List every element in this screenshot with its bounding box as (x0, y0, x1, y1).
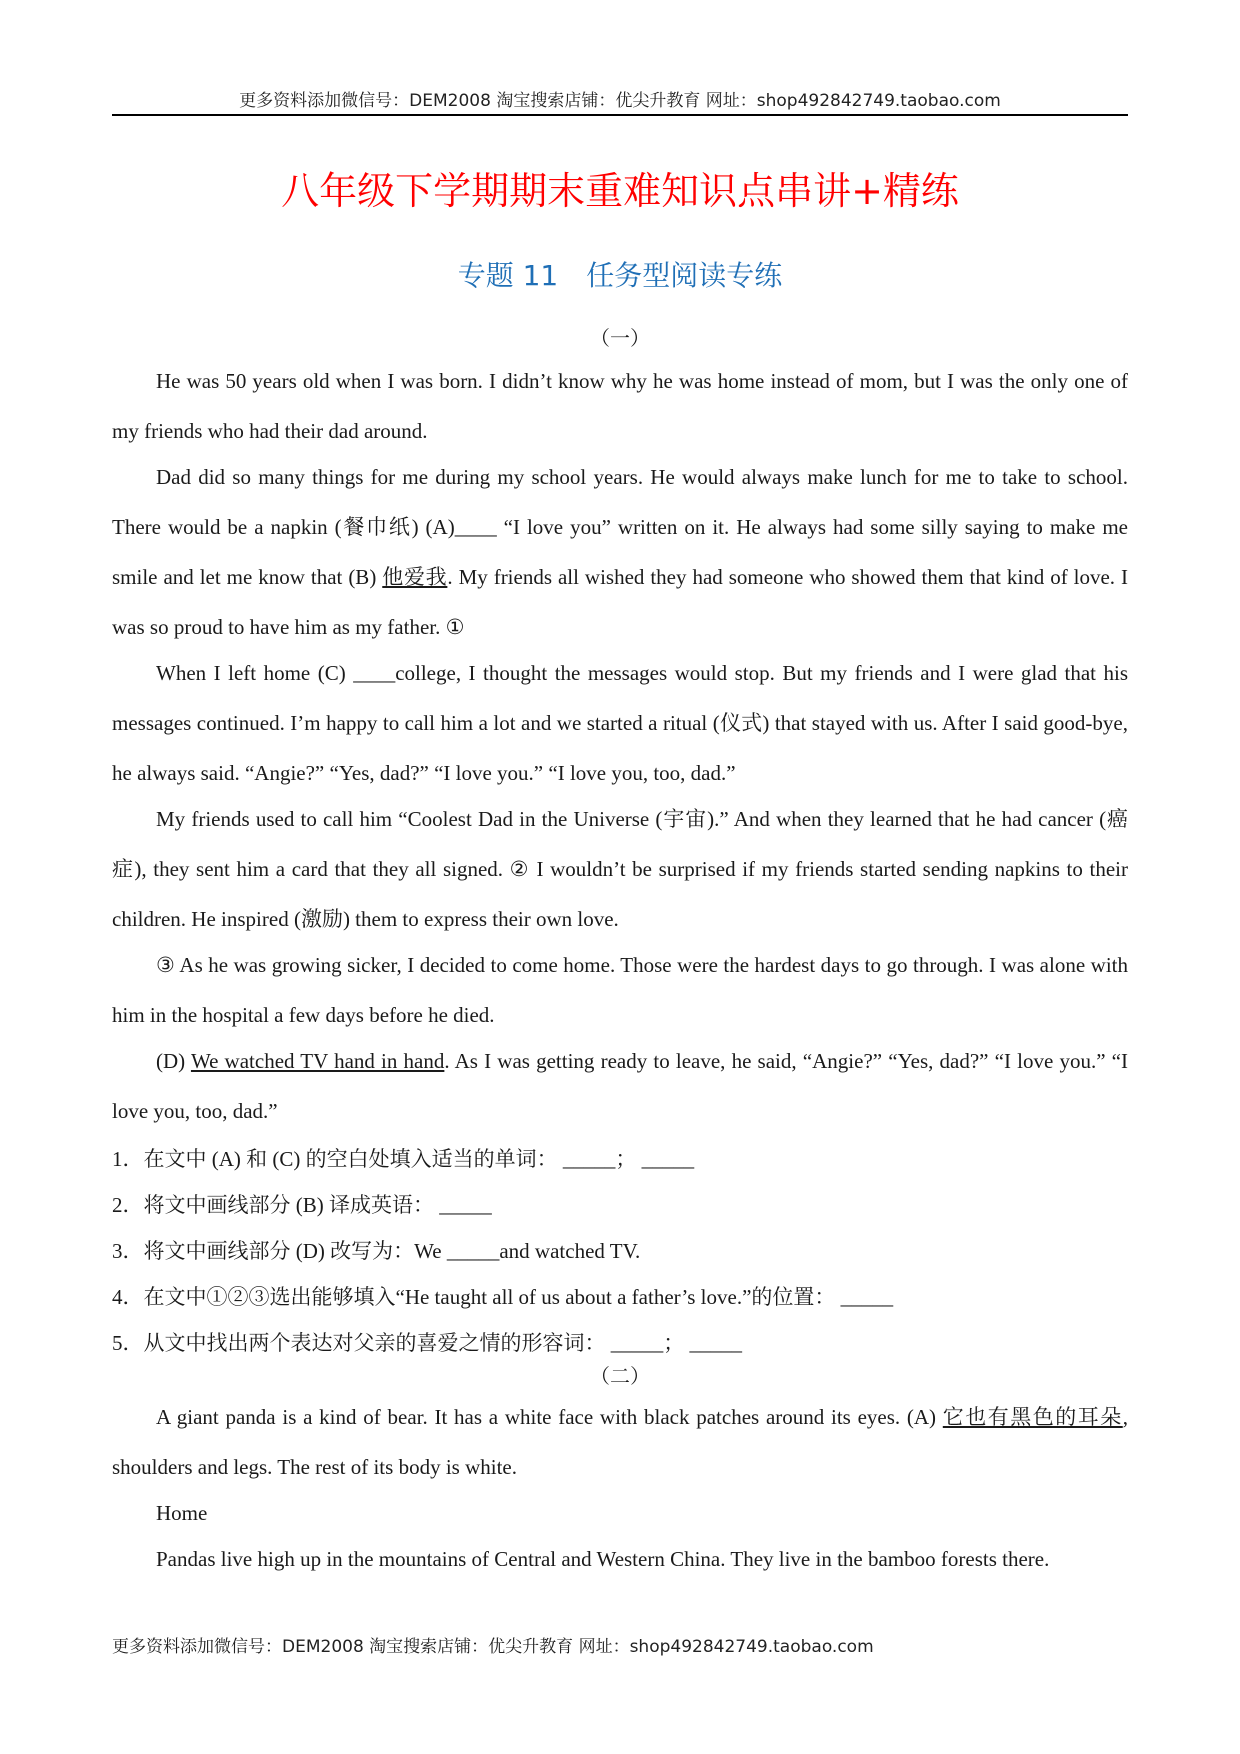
subtitle-number: 专题 11 (457, 259, 559, 292)
question-item: 2．将文中画线部分 (B) 译成英语： _____ (112, 1193, 492, 1217)
paragraph (112, 794, 1128, 944)
question-item: 3．将文中画线部分 (D) 改写为：We _____and watched TV. (112, 1239, 641, 1263)
underlined-phrase-b: 他爱我 (382, 565, 448, 589)
paragraph-text: . As I was getting ready to leave, he said, “Angie?” “Yes, dad?” “I love you.” “I love you, too, dad.” (112, 1049, 1128, 1123)
section-label-1: （一） (590, 328, 650, 350)
document-title: 八年级下学期期末重难知识点串讲+精练 (281, 169, 959, 213)
document-subtitle (0, 254, 1240, 294)
paragraph-text: . My friends all wished they had someone who showed them that kind of love. I was so proud to have him as my father. ① (112, 565, 1128, 639)
question-item: 1．在文中 (A) 和 (C) 的空白处填入适当的单词： _____； _____ (112, 1147, 695, 1171)
paragraph-text: A giant panda is a kind of bear. It has a white face with black patches around its eyes. (A) (156, 1405, 943, 1429)
paragraph-text: When I left home (C) ____college, I thought the messages would stop. But my friends and I were glad that his messages continued. I’m happy to call him a lot and we started a ritual (仪式) that stayed with us. After I said good-bye, he always said. “Angie?” “Yes, dad?” “I love you.” “I love you, too, dad.” (112, 661, 1128, 785)
page-footer: 更多资料添加微信号：DEM2008 淘宝搜索店铺：优尖升教育 网址：shop492842749.taobao.com (112, 1637, 874, 1657)
paragraph-text: Dad did so many things for me during my school years. He would always make lunch for me to take to school. There would be a napkin (餐巾纸) (A)____ “I love you” written on it. He always had some silly saying to make me smile and let me know that (B) (112, 465, 1128, 589)
question-item: 4．在文中①②③选出能够填入“He taught all of us about a father’s love.”的位置： _____ (112, 1285, 894, 1309)
paragraph (112, 1534, 1128, 1584)
section-label-2: （二） (590, 1366, 650, 1388)
paragraph (112, 1392, 1128, 1492)
paragraph-text: (D) (156, 1049, 191, 1073)
paragraph-text: Pandas live high up in the mountains of Central and Western China. They live in the bamboo forests there. (156, 1547, 1050, 1571)
paragraph (112, 940, 1128, 1040)
paragraph (112, 648, 1128, 798)
paragraph (112, 452, 1128, 652)
header-divider (112, 114, 1128, 116)
passage-1 (112, 356, 1128, 1366)
paragraph-text: My friends used to call him “Coolest Dad in the Universe (宇宙).” And when they learned that he had cancer (癌症), they sent him a card that they all signed. ② I wouldn’t be surprised if my friends started sending napkins to their children. He inspired (激励) them to express their own love. (112, 807, 1128, 931)
underlined-phrase-a: 它也有黑色的耳朵 (942, 1405, 1123, 1429)
underlined-phrase-d: We watched TV hand in hand (190, 1049, 445, 1073)
paragraph-text: ③ As he was growing sicker, I decided to come home. Those were the hardest days to go through. I was alone with him in the hospital a few days before he died. (112, 953, 1128, 1027)
paragraph-text: He was 50 years old when I was born. I didn’t know why he was home instead of mom, but I was the only one of my friends who had their dad around. (112, 369, 1128, 443)
paragraph-text: , shoulders and legs. The rest of its body is white. (112, 1405, 1128, 1479)
paragraph (112, 1036, 1128, 1136)
paragraph-text: Home (156, 1501, 208, 1525)
passage-2 (112, 1392, 1128, 1580)
page-header: 更多资料添加微信号：DEM2008 淘宝搜索店铺：优尖升教育 网址：shop492842749.taobao.com (239, 91, 1001, 111)
subtitle-text: 任务型阅读专练 (586, 259, 783, 292)
question-list (112, 1136, 1128, 1366)
paragraph (112, 356, 1128, 456)
question-item: 5．从文中找出两个表达对父亲的喜爱之情的形容词： _____； _____ (112, 1331, 742, 1355)
section-heading-home (112, 1488, 1128, 1538)
